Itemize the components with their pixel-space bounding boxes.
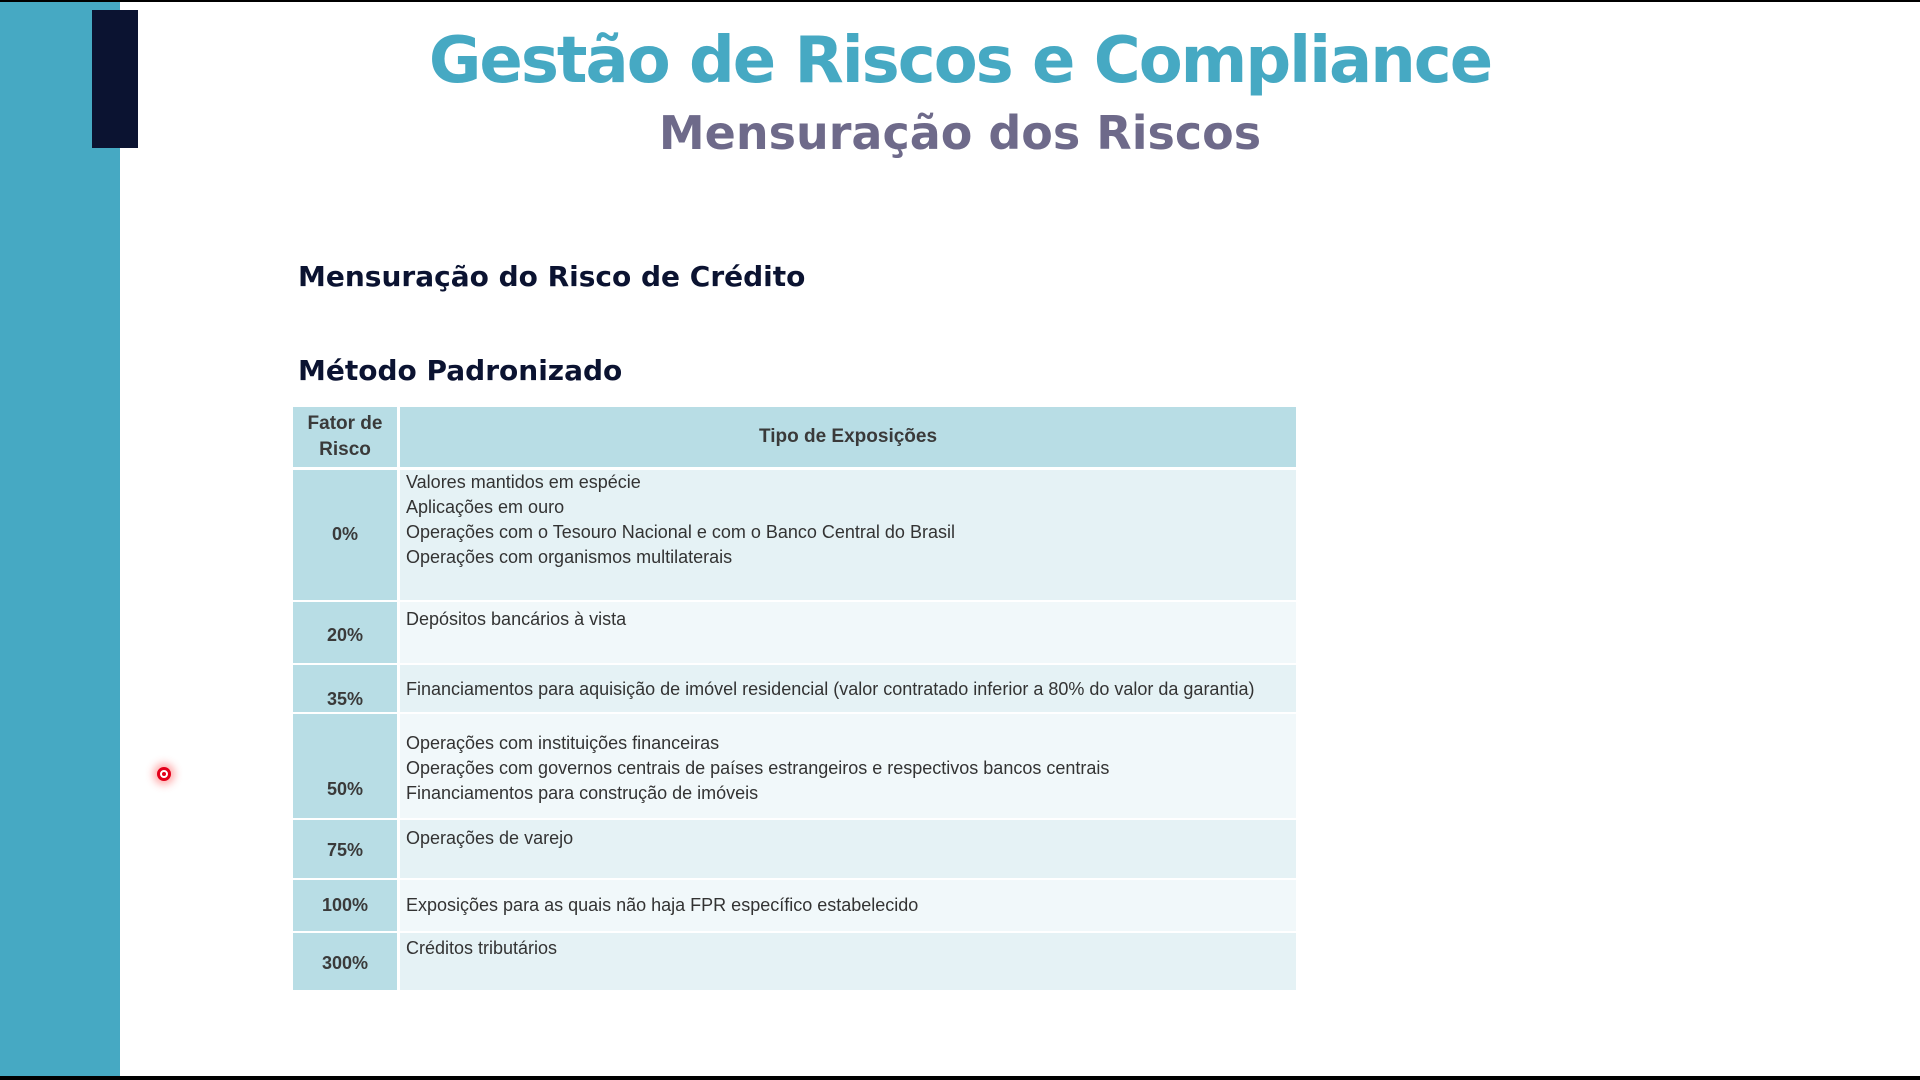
slide-title: Gestão de Riscos e Compliance (428, 24, 1492, 98)
exposure-cell (399, 713, 1297, 819)
exposure-item: Operações com organismos multilaterais (406, 547, 733, 567)
slide-subtitle: Mensuração dos Riscos (658, 106, 1262, 160)
factor-cell (293, 601, 399, 664)
exposure-item: Financiamentos para construção de imóveis (406, 782, 759, 803)
slide (0, 2, 1920, 1076)
factor-cell (293, 932, 399, 991)
exposure-item: Financiamentos para aquisição de imóvel residencial (valor contratado inferior a 80% do valor da garantia) (406, 678, 1255, 699)
table-row (293, 664, 1296, 713)
factor-value: 0% (331, 524, 358, 545)
factor-cell (293, 713, 399, 819)
table-header-row (293, 407, 1296, 469)
method-heading: Método Padronizado (298, 354, 623, 387)
exposure-cell (399, 819, 1297, 879)
exposure-item: Operações com governos centrais de países estrangeiros e respectivos bancos centrais (406, 757, 1110, 778)
column-header-factor (293, 407, 399, 469)
factor-value: 300% (321, 952, 369, 973)
table-row (293, 601, 1296, 664)
factor-value: 100% (321, 894, 369, 915)
factor-cell (293, 469, 399, 601)
exposure-item: Valores mantidos em espécie (406, 472, 641, 492)
exposure-item: Depósitos bancários à vista (406, 608, 627, 629)
side-accent-bar (0, 2, 120, 1076)
exposure-cell (399, 601, 1297, 664)
risk-factor-table (293, 407, 1296, 992)
factor-value: 50% (326, 778, 364, 799)
factor-value: 75% (326, 839, 364, 860)
exposure-item: Exposições para as quais não haja FPR específico estabelecido (406, 894, 919, 915)
exposure-item: Créditos tributários (406, 937, 558, 958)
table-row (293, 879, 1296, 932)
exposure-cell (399, 932, 1297, 991)
exposure-item: Operações com instituições financeiras (406, 732, 720, 753)
exposure-cell (399, 879, 1297, 932)
laser-pointer-icon (157, 767, 171, 781)
table-row (293, 819, 1296, 879)
column-header-factor-label: Fator de Risco (307, 413, 383, 460)
column-header-exposure: Tipo de Exposições (399, 407, 1297, 469)
exposure-item: Operações com o Tesouro Nacional e com o Banco Central do Brasil (406, 522, 955, 542)
factor-cell (293, 664, 399, 713)
factor-cell (293, 879, 399, 932)
factor-value: 20% (326, 624, 364, 645)
exposure-item: Operações de varejo (406, 827, 574, 848)
factor-cell (293, 819, 399, 879)
exposure-cell (399, 664, 1297, 713)
section-heading: Mensuração do Risco de Crédito (298, 260, 806, 293)
factor-value: 35% (326, 688, 364, 709)
exposure-item: Aplicações em ouro (406, 497, 565, 517)
table-row (293, 713, 1296, 819)
exposure-cell (399, 469, 1297, 601)
table-row (293, 469, 1296, 601)
table-row (293, 932, 1296, 991)
